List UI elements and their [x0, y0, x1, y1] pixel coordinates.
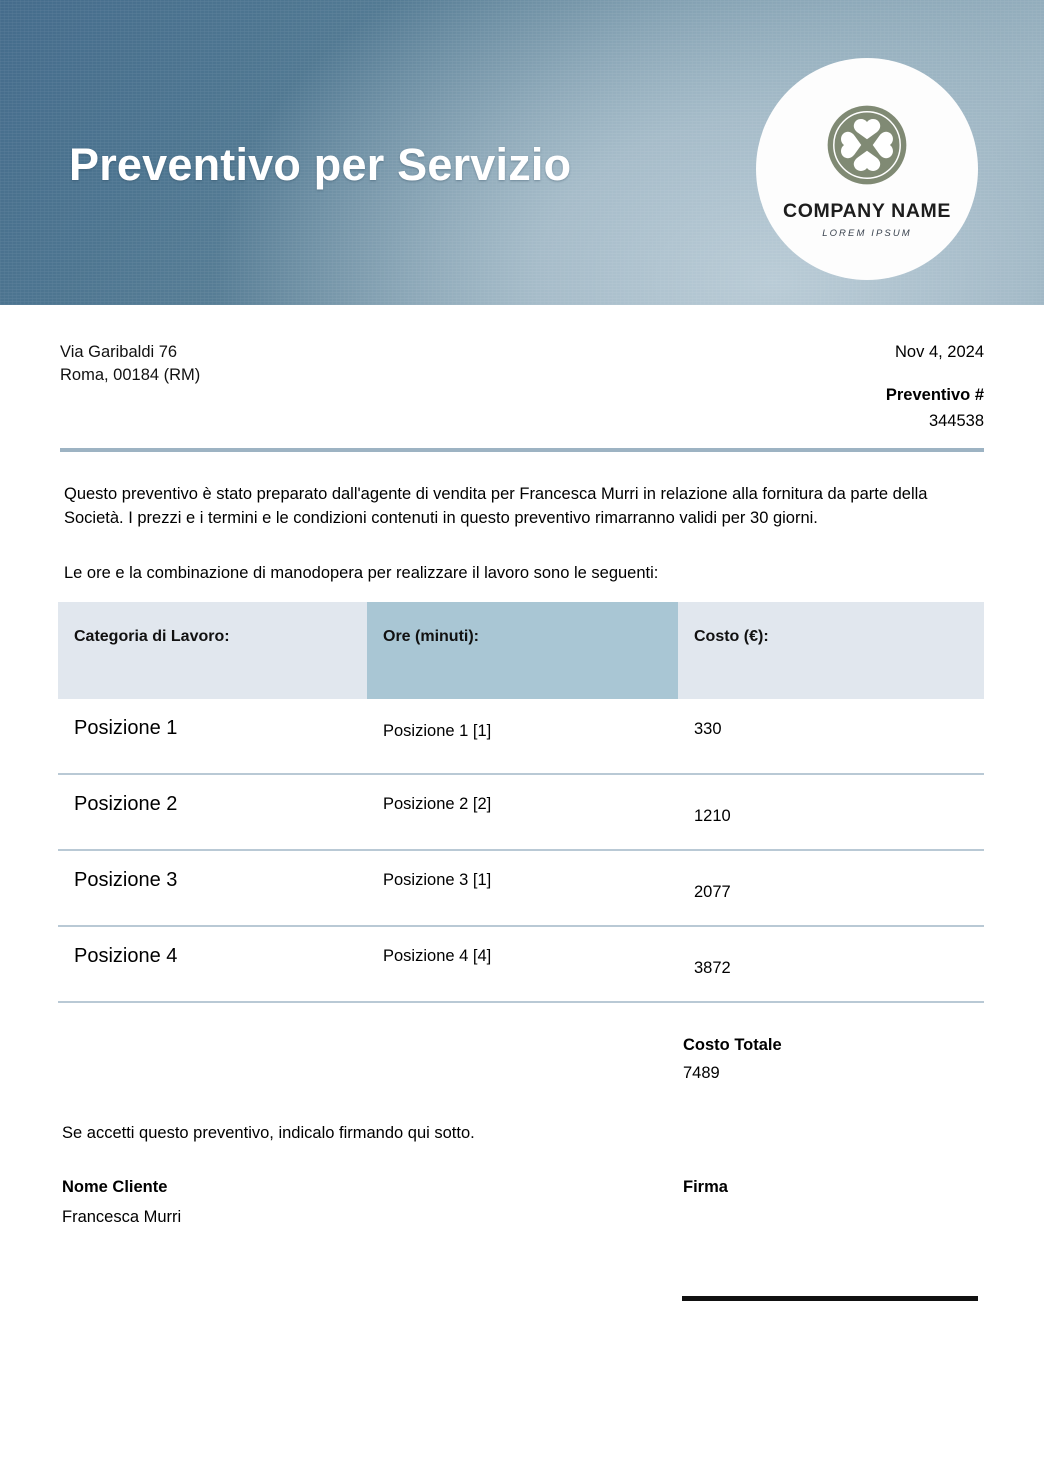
line-items-table: [58, 602, 984, 1003]
company-name: COMPANY NAME: [783, 200, 951, 222]
cell-cost: 2077: [694, 883, 731, 901]
cell-hours: Posizione 2 [2]: [383, 795, 492, 813]
cell-category: Posizione 1: [74, 717, 178, 739]
column-header-hours: Ore (minuti):: [367, 602, 678, 699]
clover-badge-icon: [826, 104, 908, 186]
column-header-cost: Costo (€):: [678, 602, 984, 699]
quote-number-value: 344538: [928, 412, 984, 430]
sender-address: [60, 341, 200, 387]
client-name-value: Francesca Murri: [62, 1208, 182, 1226]
client-name-label: Nome Cliente: [62, 1178, 168, 1196]
table-row: [58, 775, 984, 851]
cell-category: Posizione 2: [74, 793, 178, 815]
total-cost-label: Costo Totale: [683, 1036, 782, 1054]
quote-meta: [886, 341, 984, 431]
signature-line[interactable]: [682, 1296, 978, 1301]
acceptance-text: Se accetti questo preventivo, indicalo firmando qui sotto.: [62, 1124, 475, 1142]
document-meta: [60, 338, 984, 438]
signature-label: Firma: [683, 1178, 728, 1196]
cell-category: Posizione 3: [74, 869, 178, 891]
cell-hours: Posizione 1 [1]: [383, 722, 492, 740]
cell-cost: 1210: [694, 807, 731, 825]
cell-hours: Posizione 4 [4]: [383, 947, 492, 965]
subintro-paragraph: Le ore e la combinazione di manodopera per realizzare il lavoro sono le seguenti:: [64, 564, 659, 582]
company-logo-badge: [756, 58, 978, 280]
table-row: [58, 699, 984, 775]
quote-number-label: Preventivo #: [885, 386, 984, 404]
signature-block: [683, 1178, 728, 1197]
client-name-block: [62, 1178, 181, 1227]
cell-hours: Posizione 3 [1]: [383, 871, 492, 889]
quote-date: Nov 4, 2024: [895, 343, 984, 361]
column-header-category: Categoria di Lavoro:: [58, 602, 367, 699]
table-row: [58, 851, 984, 927]
total-cost-block: [683, 1036, 782, 1083]
table-row: [58, 927, 984, 1003]
cell-category: Posizione 4: [74, 945, 178, 967]
header-banner: [0, 0, 1044, 305]
cell-cost: 3872: [694, 959, 731, 977]
address-line-1: Via Garibaldi 76: [60, 343, 178, 361]
table-header-row: [58, 602, 984, 699]
cell-cost: 330: [694, 720, 722, 738]
company-tagline: LOREM IPSUM: [822, 228, 912, 239]
intro-paragraph: Questo preventivo è stato preparato dall'agente di vendita per Francesca Murri in relazione alla fornitura da parte della Società. I prezzi e i termini e le condizioni contenuti in questo preventivo rimarranno validi per 30 giorni.: [64, 485, 928, 527]
total-cost-value: 7489: [683, 1064, 720, 1082]
address-line-2: Roma, 00184 (RM): [60, 366, 201, 384]
page-title: Preventivo per Servizio: [69, 139, 572, 190]
header-divider: [60, 448, 984, 452]
